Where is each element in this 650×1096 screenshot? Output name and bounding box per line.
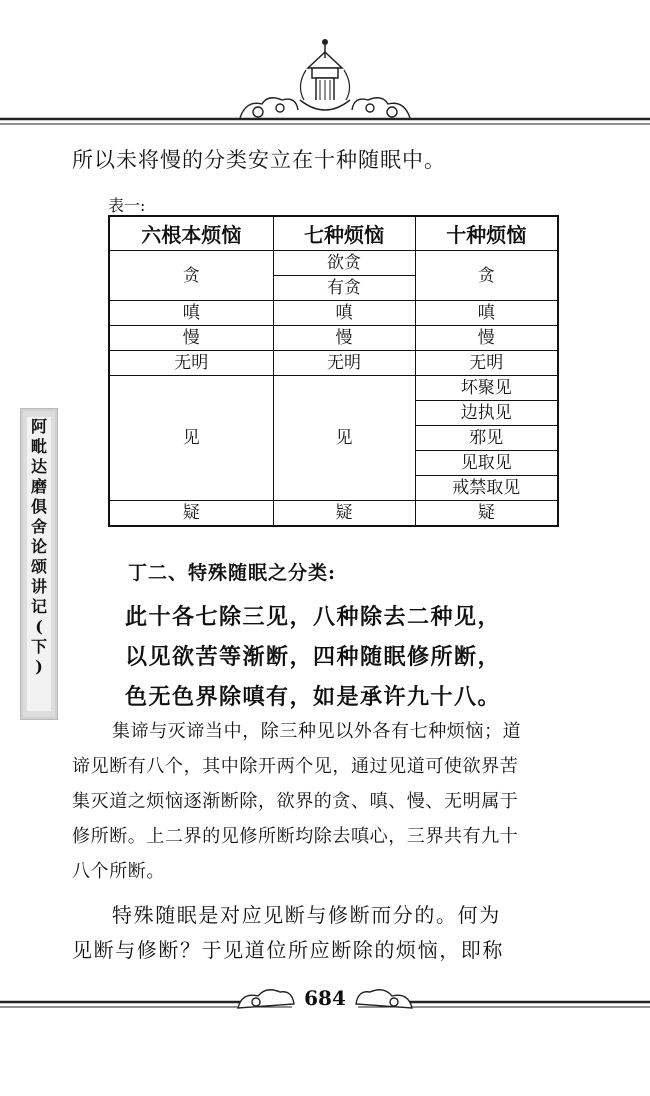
cloud-ornament-left-icon (240, 98, 298, 118)
body-line: 集灭道之烦恼逐渐断除，欲界的贪、嗔、慢、无明属于 (72, 791, 519, 812)
side-title-char: 颂 (30, 557, 47, 576)
side-title-char: 毗 (30, 437, 47, 456)
table-cell: 无明 (415, 351, 558, 376)
intro-line: 所以未将慢的分类安立在十种随眠中。 (72, 148, 446, 172)
side-title-char: 下 (30, 637, 47, 656)
table-header: 六根本烦恼 (109, 216, 273, 251)
table-cell: 贪 (415, 251, 558, 301)
verse-line: 色无色界除嗔有，如是承许九十八。 (125, 684, 502, 710)
verse-line: 以见欲苦等渐断，四种随眠修所断， (125, 644, 502, 670)
table-cell: 边执见 (415, 401, 558, 426)
table-cell: 疑 (415, 501, 558, 527)
side-title-char: 阿 (30, 417, 47, 436)
page-number: 684 (304, 986, 346, 1010)
side-title-char: 磨 (30, 477, 47, 496)
table-cell: 见取见 (415, 451, 558, 476)
table-cell: 慢 (109, 326, 273, 351)
header-ornament (0, 0, 650, 130)
cloud-ornament-right-icon (352, 98, 410, 118)
table-header-row (109, 216, 558, 251)
table-cell: 无明 (273, 351, 415, 376)
table-cell: 戒禁取见 (415, 476, 558, 501)
table-cell: 见 (109, 376, 273, 501)
side-title-tab (20, 408, 58, 720)
table-header: 十种烦恼 (415, 216, 558, 251)
body-line: 修所断。上二界的见修所断均除去嗔心，三界共有九十 (72, 826, 519, 847)
side-title-char: ( (35, 617, 43, 636)
side-title-char: 舍 (30, 517, 47, 536)
table-cell: 疑 (109, 501, 273, 527)
table-cell: 有贪 (273, 276, 415, 301)
body-line: 集谛与灭谛当中，除三种见以外各有七种烦恼；道 (112, 721, 522, 742)
table-cell: 坏聚见 (415, 376, 558, 401)
side-title-char: 俱 (30, 497, 47, 516)
body-line: 见断与修断？于见道位所应断除的烦恼，即称 (72, 938, 504, 962)
table-cell: 嗔 (415, 301, 558, 326)
table-cell: 慢 (273, 326, 415, 351)
table-header: 七种烦恼 (273, 216, 415, 251)
side-title-char: 达 (30, 457, 47, 476)
table-cell: 见 (273, 376, 415, 501)
section-heading: 丁二、特殊随眠之分类: (128, 562, 337, 584)
table-row (109, 251, 558, 276)
side-title-char: ) (35, 657, 43, 676)
side-title-char: 讲 (30, 577, 47, 596)
body-line: 八个所断。 (72, 861, 165, 882)
table-cell: 嗔 (273, 301, 415, 326)
table-cell: 慢 (415, 326, 558, 351)
table-row (109, 301, 558, 326)
klesha-table (108, 215, 559, 527)
table-caption: 表一: (108, 196, 146, 215)
table-row (109, 376, 558, 401)
table-cell: 无明 (109, 351, 273, 376)
table-row (109, 351, 558, 376)
side-title-char: 记 (30, 597, 47, 616)
body-line: 谛见断有八个，其中除开两个见，通过见道可使欲界苦 (72, 756, 519, 777)
table-row (109, 326, 558, 351)
side-title-char: 论 (30, 537, 47, 556)
verse-line: 此十各七除三见，八种除去二种见， (125, 604, 502, 630)
table-cell: 欲贪 (273, 251, 415, 276)
table-row (109, 501, 558, 527)
table-cell: 邪见 (415, 426, 558, 451)
table-cell: 嗔 (109, 301, 273, 326)
table-cell: 贪 (109, 251, 273, 301)
stupa-emblem-icon (300, 39, 350, 110)
table-cell: 疑 (273, 501, 415, 527)
body-line: 特殊随眠是对应见断与修断而分的。何为 (112, 903, 501, 927)
